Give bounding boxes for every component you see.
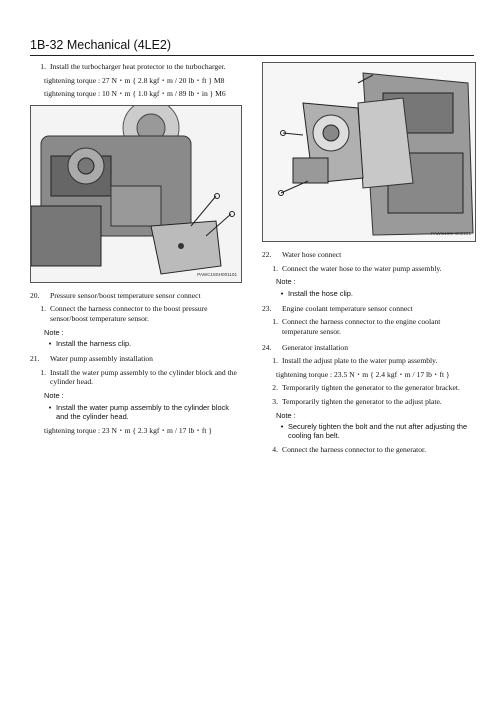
note-label: Note : [44, 390, 64, 400]
step-2: 2. Temporarily tighten the generator to the generator bracket. [272, 383, 460, 393]
step-1: 1. Connect the harness connector to the boost pressure sensor/boost temperature sensor. [40, 304, 208, 323]
step-1: 1. Install the water pump assembly to the cylinder block and the cylinder head. [40, 367, 237, 387]
note-item: • Install the water pump assembly to the cylinder block and the cylinder head. [44, 403, 240, 421]
page-header: 1B-32 Mechanical (4LE2) [30, 38, 172, 52]
section-20: 20. Pressure sensor/boost temperature sensor connect [30, 290, 201, 300]
figure-caption: PAWC10SH000201 [430, 231, 471, 237]
bullet-icon: • [48, 402, 52, 412]
torque-spec: tightening torque : 27 N・m { 2.8 kgf・m / 20 lb・ft } M8 [44, 75, 225, 85]
note-item: • Securely tighten the bolt and the nut after adjusting the cooling fan belt. [276, 422, 472, 440]
torque-spec: tightening torque : 10 N・m { 1.0 kgf・m / 89 lb・in } M6 [44, 89, 226, 99]
step-1: 1. Connect the harness connector to the engine coolant temperature sensor. [272, 317, 441, 336]
bullet-icon: • [280, 422, 284, 432]
note-label: Note : [44, 327, 64, 337]
torque-spec: tightening torque : 23 N・m { 2.3 kgf・m / 17 lb・ft } [44, 425, 213, 435]
step-4: 4. Connect the harness connector to the generator. [272, 445, 427, 455]
header-rule [30, 55, 474, 56]
left-column [30, 62, 240, 439]
section-23: 23. Engine coolant temperature sensor connect [262, 303, 413, 313]
bullet-icon: • [280, 288, 284, 298]
step-1: 1. Install the turbocharger heat protector to the turbocharger. [40, 62, 226, 71]
note-label: Note : [276, 277, 296, 287]
step-1: 1. Install the adjust plate to the water pump assembly. [272, 356, 438, 366]
figure-caption: PAWC18SH001101 [197, 272, 237, 278]
torque-spec: tightening torque : 23.5 N・m { 2.4 kgf・m / 17 lb・ft } [276, 369, 450, 379]
section-24: 24. Generator installation [262, 342, 349, 352]
engine-illustration [31, 106, 241, 282]
section-21: 21. Water pump assembly installation [30, 354, 153, 364]
step-3: 3. Temporarily tighten the generator to the adjust plate. [272, 396, 442, 406]
bullet-icon: • [48, 339, 52, 349]
step-1: 1. Connect the water hose to the water pump assembly. [272, 263, 442, 273]
note-item: • Install the harness clip. [44, 339, 240, 348]
figure-turbocharger [30, 105, 242, 283]
section-22: 22. Water hose connect [262, 250, 342, 259]
figure-water-pump [262, 62, 476, 242]
note-item: • Install the hose clip. [276, 289, 472, 298]
water-pump-illustration [263, 63, 475, 241]
right-column [262, 62, 472, 459]
note-label: Note : [276, 410, 296, 420]
